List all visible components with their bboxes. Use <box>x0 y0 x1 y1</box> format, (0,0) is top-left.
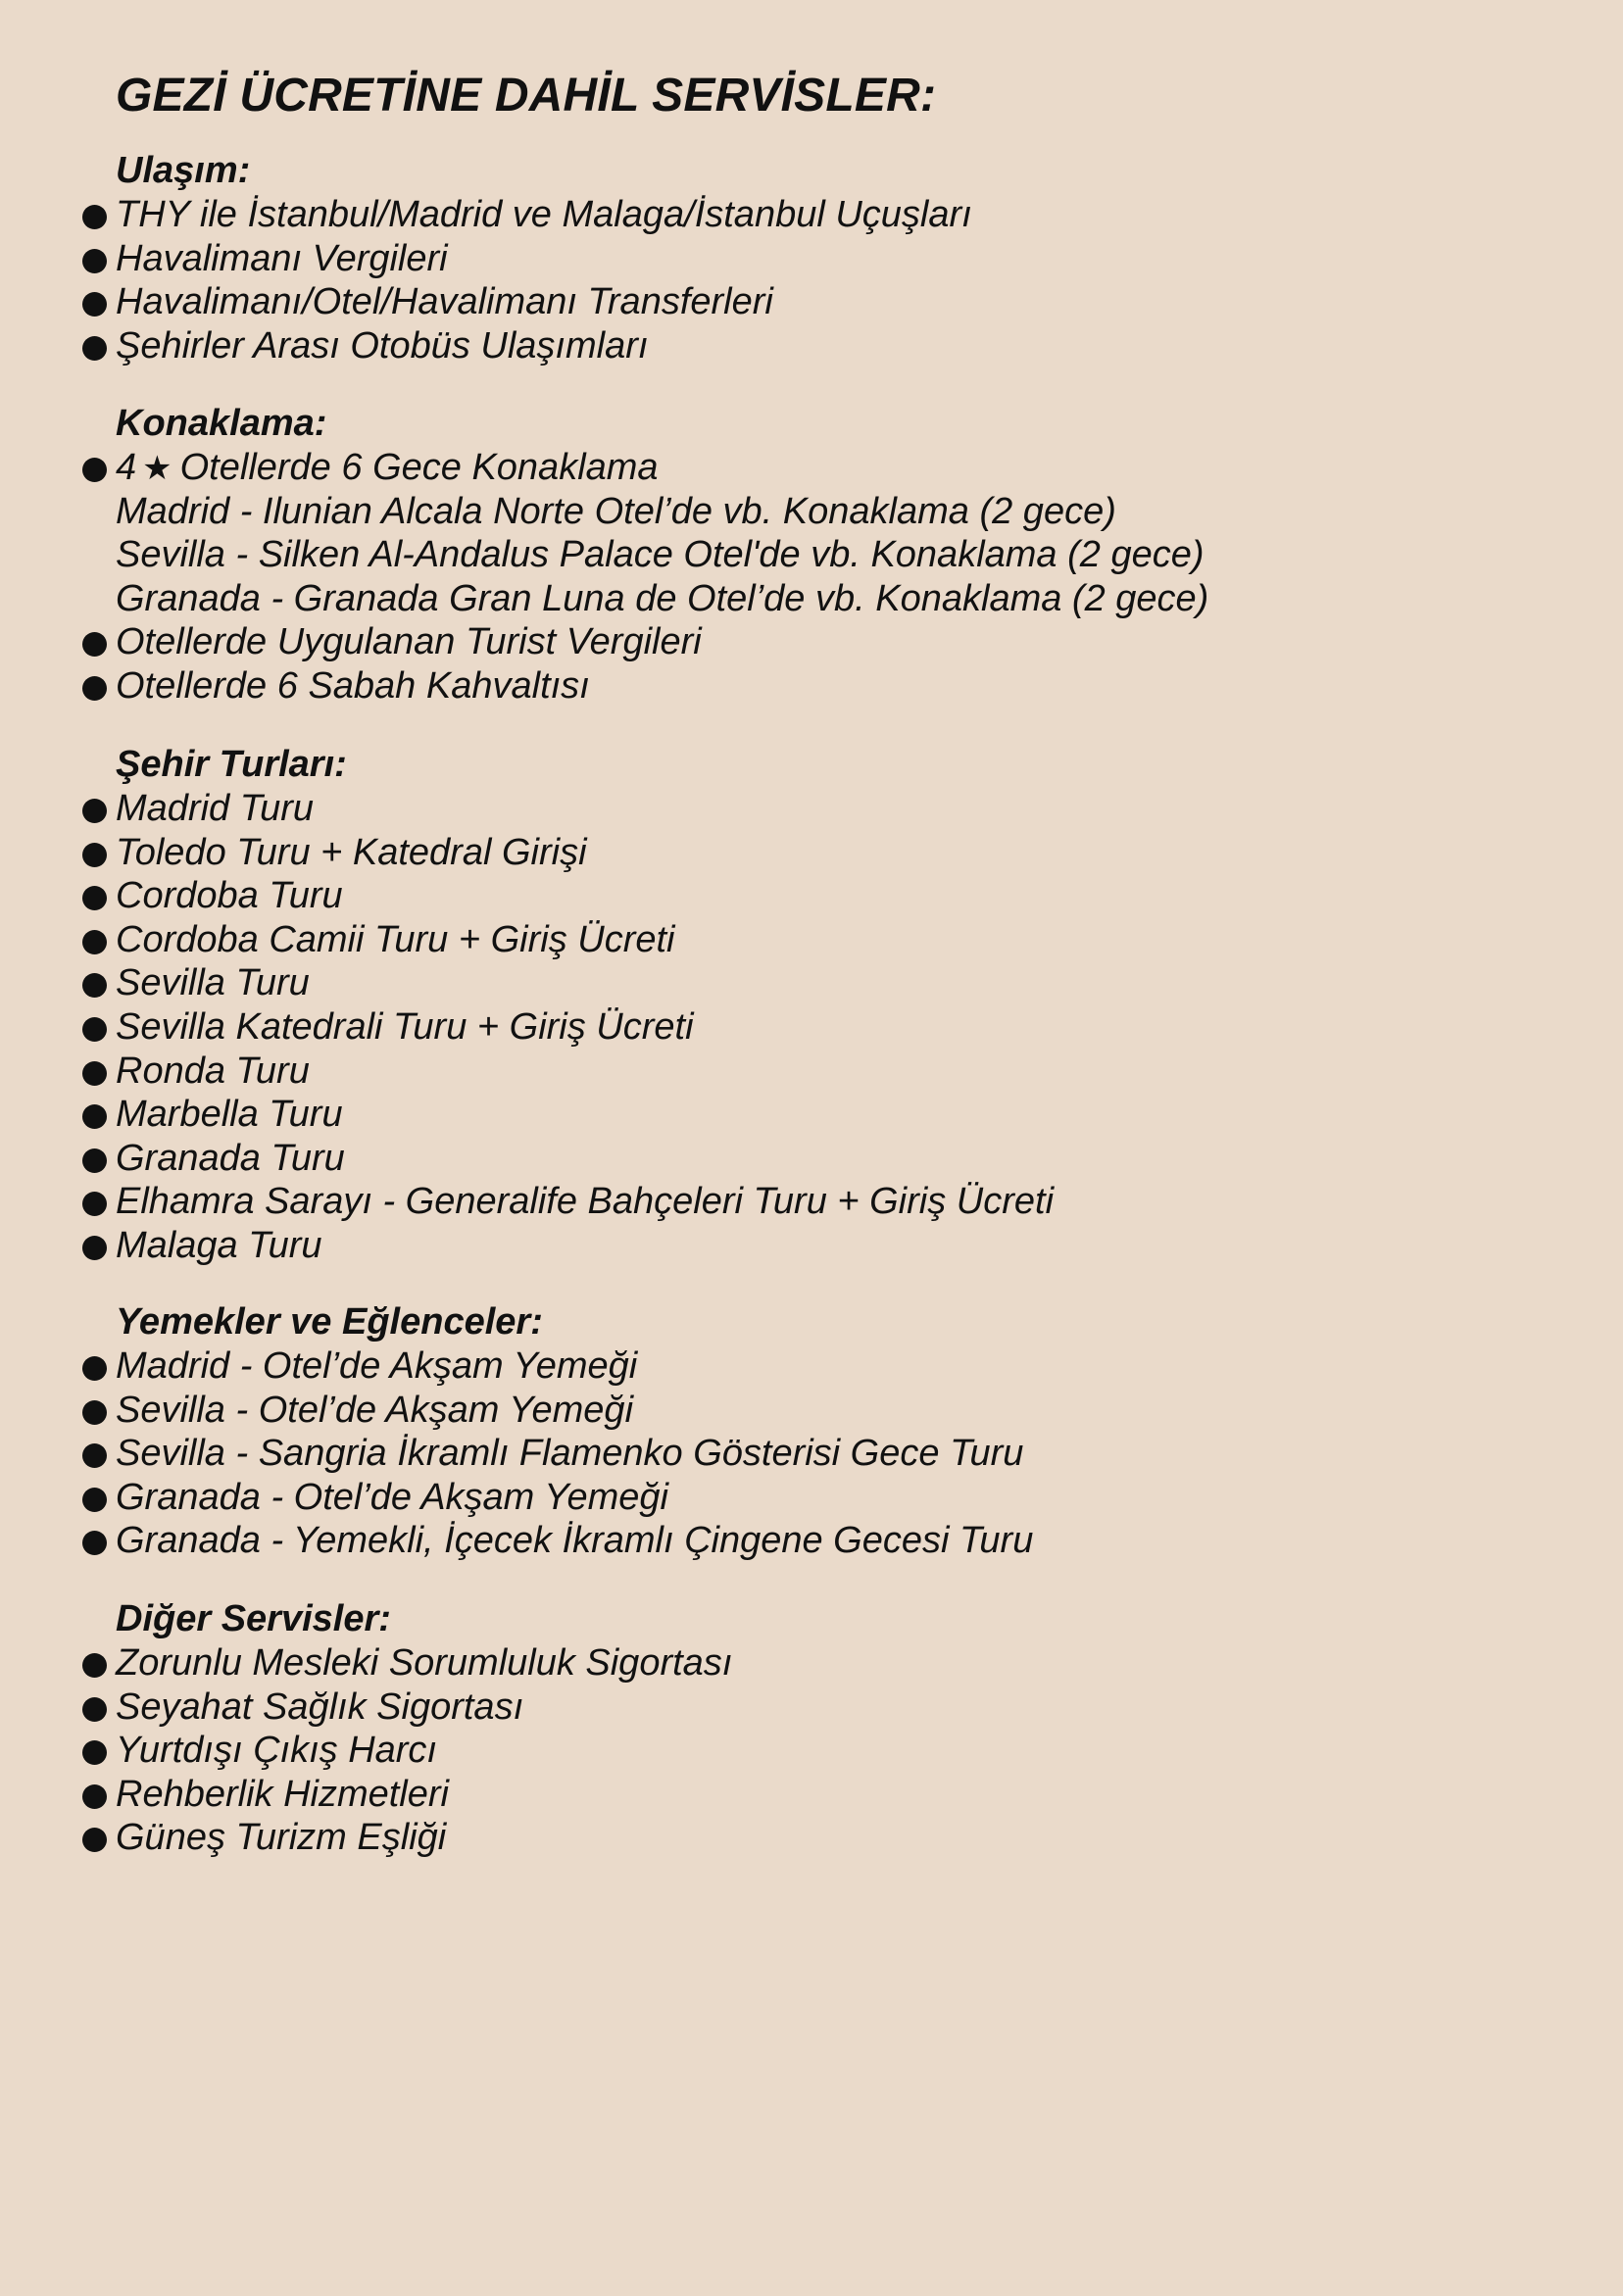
bullet-icon <box>82 886 107 910</box>
list-item <box>82 1641 732 1685</box>
list-item <box>82 1180 1054 1224</box>
other-services-section <box>82 1597 732 1860</box>
transport-list <box>82 193 972 367</box>
list-item <box>82 237 972 281</box>
list-item <box>82 918 1054 962</box>
bullet-icon <box>82 1740 107 1765</box>
transport-heading: Ulaşım: <box>116 150 251 191</box>
bullet-icon <box>82 249 107 273</box>
bullet-icon <box>82 1148 107 1173</box>
list-item-text: Güneş Turizm Eşliği <box>116 1817 447 1859</box>
bullet-icon <box>82 205 107 229</box>
hotel-item-text: Sevilla - Silken Al-Andalus Palace Otel'de vb. Konaklama (2 gece) <box>116 534 1205 576</box>
list-item <box>82 193 972 237</box>
list-item <box>82 1773 732 1817</box>
list-item <box>82 787 1054 831</box>
list-item-text: Şehirler Arası Otobüs Ulaşımları <box>116 324 649 366</box>
star-count: 4 <box>116 447 137 488</box>
bullet-icon <box>82 336 107 361</box>
list-item <box>82 874 1054 918</box>
list-item-text: Sevilla - Otel’de Akşam Yemeği <box>116 1389 634 1431</box>
bullet-icon <box>82 799 107 823</box>
city-tours-heading: Şehir Turları: <box>116 744 347 785</box>
hotel-item-text: Madrid - Ilunian Alcala Norte Otel’de vb. Konaklama (2 gece) <box>116 490 1116 532</box>
list-item-text: Ronda Turu <box>116 1050 310 1092</box>
list-item-text: Rehberlik Hizmetleri <box>116 1773 449 1815</box>
list-item <box>82 1519 1033 1563</box>
accommodation-section <box>82 402 1208 708</box>
city-tours-section <box>82 743 1054 1268</box>
bullet-icon <box>82 1104 107 1129</box>
list-item <box>82 1093 1054 1137</box>
list-item <box>82 1137 1054 1181</box>
bullet-icon <box>82 1697 107 1722</box>
list-item-text: Cordoba Camii Turu + Giriş Ücreti <box>116 918 675 960</box>
bullet-icon <box>82 1061 107 1086</box>
other-services-heading: Diğer Servisler: <box>116 1598 391 1639</box>
list-item <box>82 1005 1054 1050</box>
list-item <box>82 324 972 368</box>
list-item <box>82 664 1208 708</box>
other-services-list <box>82 1641 732 1860</box>
bullet-icon <box>82 1488 107 1512</box>
bullet-icon <box>82 1784 107 1809</box>
list-item-text: Otellerde 6 Sabah Kahvaltısı <box>116 664 590 707</box>
list-item-text: Otellerde Uygulanan Turist Vergileri <box>116 621 702 663</box>
bullet-icon <box>82 843 107 867</box>
list-item-text: Havalimanı Vergileri <box>116 237 448 279</box>
list-item-text: Madrid - Otel’de Akşam Yemeği <box>116 1345 638 1387</box>
bullet-icon <box>82 1236 107 1260</box>
list-item <box>82 280 972 324</box>
accommodation-heading: Konaklama: <box>116 403 327 444</box>
hotel-item-text: Granada - Granada Gran Luna de Otel’de vb. Konaklama (2 gece) <box>116 577 1209 619</box>
list-item-text: Cordoba Turu <box>116 875 343 917</box>
bullet-icon <box>82 676 107 701</box>
list-item-text: Zorunlu Mesleki Sorumluluk Sigortası <box>116 1642 733 1684</box>
list-item <box>82 446 1208 490</box>
meals-section <box>82 1300 1033 1563</box>
list-item <box>82 1389 1033 1433</box>
meals-list <box>82 1344 1033 1563</box>
list-item-text: Granada - Yemekli, İçecek İkramlı Çingene Gecesi Turu <box>116 1520 1034 1562</box>
list-item <box>82 831 1054 875</box>
list-item-text: Sevilla - Sangria İkramlı Flamenko Gösterisi Gece Turu <box>116 1433 1024 1475</box>
list-item-text: Marbella Turu <box>116 1094 343 1136</box>
list-item <box>82 1224 1054 1268</box>
bullet-icon <box>82 1017 107 1042</box>
list-item-text: Elhamra Sarayı - Generalife Bahçeleri Turu + Giriş Ücreti <box>116 1181 1055 1223</box>
list-item <box>82 1344 1033 1389</box>
list-item <box>82 1729 732 1773</box>
list-item-text: Malaga Turu <box>116 1224 322 1266</box>
bullet-icon <box>82 632 107 657</box>
hotel-item <box>82 533 1208 577</box>
city-tours-list <box>82 787 1054 1268</box>
transport-section <box>82 149 972 367</box>
bullet-icon <box>82 1443 107 1468</box>
star-icon: ★ <box>142 449 172 488</box>
list-item-text: Seyahat Sağlık Sigortası <box>116 1685 524 1728</box>
page-title: GEZİ ÜCRETİNE DAHİL SERVİSLER: <box>116 70 937 122</box>
list-item-text: Havalimanı/Otel/Havalimanı Transferleri <box>116 281 773 323</box>
list-item-text: Sevilla Katedrali Turu + Giriş Ücreti <box>116 1005 694 1048</box>
list-item <box>82 1816 732 1860</box>
meals-heading: Yemekler ve Eğlenceler: <box>116 1301 543 1343</box>
list-item-text: Otellerde 6 Gece Konaklama <box>179 447 659 488</box>
bullet-icon <box>82 292 107 317</box>
bullet-icon <box>82 1531 107 1555</box>
list-item-text: Madrid Turu <box>116 788 315 829</box>
accommodation-list <box>82 446 1208 708</box>
bullet-icon <box>82 973 107 998</box>
list-item-text: Granada Turu <box>116 1137 345 1179</box>
hotel-item <box>82 577 1208 621</box>
bullet-icon <box>82 930 107 954</box>
list-item <box>82 961 1054 1005</box>
list-item <box>82 620 1208 664</box>
list-item <box>82 1476 1033 1520</box>
list-item-text: Toledo Turu + Katedral Girişi <box>116 831 587 873</box>
list-item <box>82 1050 1054 1094</box>
list-item <box>82 1685 732 1730</box>
bullet-icon <box>82 1828 107 1852</box>
bullet-icon <box>82 1400 107 1425</box>
bullet-icon <box>82 1356 107 1381</box>
list-item <box>82 1432 1033 1476</box>
bullet-icon <box>82 458 107 482</box>
list-item-text: Granada - Otel’de Akşam Yemeği <box>116 1476 668 1518</box>
hotel-item <box>82 490 1208 534</box>
bullet-icon <box>82 1653 107 1678</box>
bullet-icon <box>82 1192 107 1216</box>
list-item-text: Yurtdışı Çıkış Harcı <box>116 1730 437 1772</box>
list-item-text: Sevilla Turu <box>116 962 310 1004</box>
list-item-text: THY ile İstanbul/Madrid ve Malaga/İstanbul Uçuşları <box>116 194 972 235</box>
